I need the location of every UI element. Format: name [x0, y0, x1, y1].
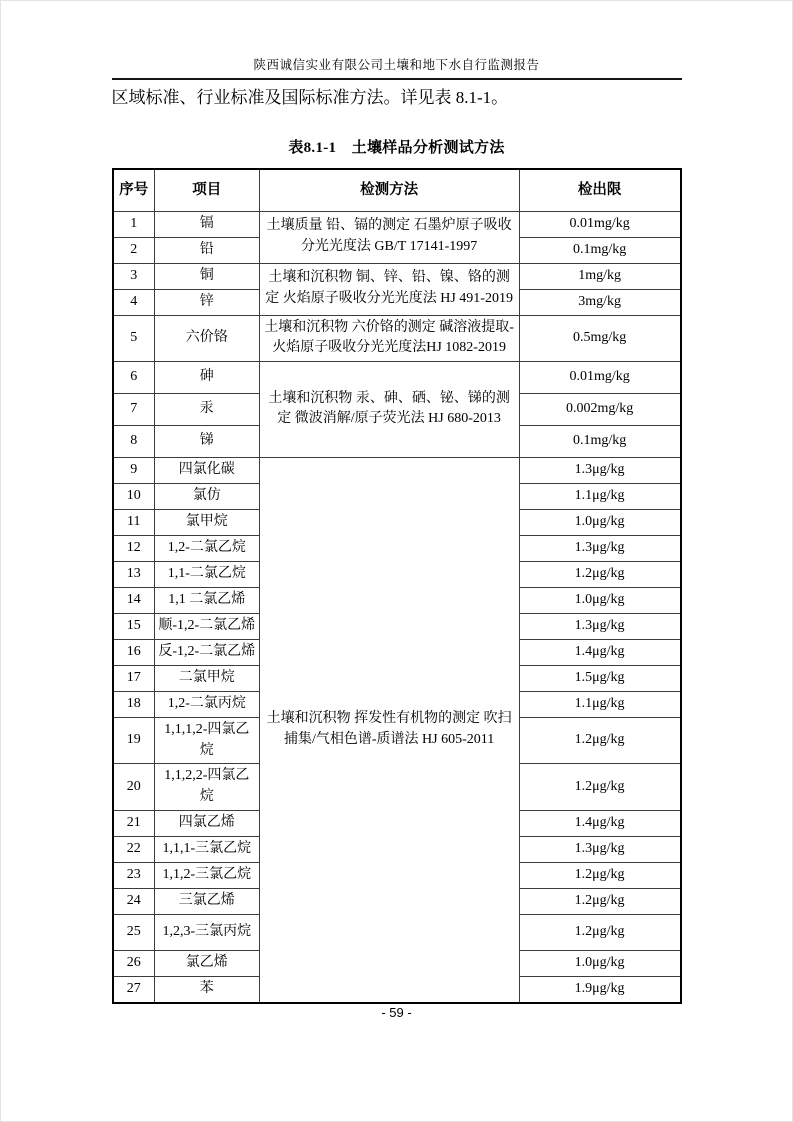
- table-row: [113, 361, 681, 393]
- row-number-cell: 27: [113, 976, 155, 1002]
- item-cell: 四氯化碳: [155, 457, 260, 483]
- row-number-cell: 12: [113, 535, 155, 561]
- limit-cell: 1.2μg/kg: [519, 561, 680, 587]
- table-header-row: [113, 169, 681, 211]
- method-cell: 土壤质量 铅、镉的测定 石墨炉原子吸收分光光度法 GB/T 17141-1997: [259, 211, 519, 263]
- row-number-cell: 25: [113, 914, 155, 950]
- row-number-cell: 15: [113, 613, 155, 639]
- item-cell: 1,2,3-三氯丙烷: [155, 914, 260, 950]
- limit-cell: 1.3μg/kg: [519, 613, 680, 639]
- item-cell: 汞: [155, 393, 260, 425]
- row-number-cell: 10: [113, 483, 155, 509]
- limit-cell: 0.1mg/kg: [519, 237, 680, 263]
- item-cell: 1,1,2,2-四氯乙烷: [155, 764, 260, 810]
- table-row: [113, 457, 681, 483]
- method-cell: 土壤和沉积物 铜、锌、铅、镍、铬的测定 火焰原子吸收分光光度法 HJ 491-2019: [259, 263, 519, 315]
- limit-cell: 1.9μg/kg: [519, 976, 680, 1002]
- limit-cell: 1.0μg/kg: [519, 587, 680, 613]
- column-header-seq: 序号: [113, 169, 155, 211]
- column-header-method: 检测方法: [259, 169, 519, 211]
- table-row: [113, 211, 681, 237]
- limit-cell: 1.3μg/kg: [519, 535, 680, 561]
- limit-cell: 1.1μg/kg: [519, 483, 680, 509]
- item-cell: 锑: [155, 425, 260, 457]
- column-header-item: 项目: [155, 169, 260, 211]
- row-number-cell: 26: [113, 950, 155, 976]
- item-cell: 1,1,1-三氯乙烷: [155, 836, 260, 862]
- row-number-cell: 14: [113, 587, 155, 613]
- item-cell: 铅: [155, 237, 260, 263]
- page-content: [112, 85, 682, 1004]
- limit-cell: 1.2μg/kg: [519, 888, 680, 914]
- soil-analysis-methods-table: [112, 168, 682, 1004]
- table-row: [113, 315, 681, 361]
- method-cell: 土壤和沉积物 挥发性有机物的测定 吹扫捕集/气相色谱-质谱法 HJ 605-2011: [259, 457, 519, 1002]
- item-cell: 1,1,2-三氯乙烷: [155, 862, 260, 888]
- method-cell: 土壤和沉积物 六价铬的测定 碱溶液提取-火焰原子吸收分光光度法HJ 1082-2019: [259, 315, 519, 361]
- limit-cell: 0.1mg/kg: [519, 425, 680, 457]
- item-cell: 氯仿: [155, 483, 260, 509]
- page-number: - 59 -: [381, 1005, 412, 1020]
- row-number-cell: 21: [113, 810, 155, 836]
- limit-cell: 1.0μg/kg: [519, 950, 680, 976]
- item-cell: 反-1,2-二氯乙烯: [155, 639, 260, 665]
- header-rule: [112, 78, 682, 80]
- report-header-title: 陕西诚信实业有限公司土壤和地下水自行监测报告: [253, 58, 540, 72]
- limit-cell: 1.0μg/kg: [519, 509, 680, 535]
- limit-cell: 0.5mg/kg: [519, 315, 680, 361]
- row-number-cell: 4: [113, 289, 155, 315]
- row-number-cell: 18: [113, 691, 155, 717]
- item-cell: 六价铬: [155, 315, 260, 361]
- limit-cell: 1.3μg/kg: [519, 457, 680, 483]
- item-cell: 苯: [155, 976, 260, 1002]
- row-number-cell: 2: [113, 237, 155, 263]
- row-number-cell: 5: [113, 315, 155, 361]
- limit-cell: 1.5μg/kg: [519, 665, 680, 691]
- column-header-limit: 检出限: [519, 169, 680, 211]
- row-number-cell: 17: [113, 665, 155, 691]
- limit-cell: 0.01mg/kg: [519, 211, 680, 237]
- limit-cell: 1.2μg/kg: [519, 914, 680, 950]
- method-cell: 土壤和沉积物 汞、砷、硒、铋、锑的测定 微波消解/原子荧光法 HJ 680-2013: [259, 361, 519, 457]
- item-cell: 四氯乙烯: [155, 810, 260, 836]
- row-number-cell: 13: [113, 561, 155, 587]
- item-cell: 1,2-二氯乙烷: [155, 535, 260, 561]
- row-number-cell: 11: [113, 509, 155, 535]
- row-number-cell: 16: [113, 639, 155, 665]
- limit-cell: 1.4μg/kg: [519, 639, 680, 665]
- limit-cell: 1mg/kg: [519, 263, 680, 289]
- row-number-cell: 22: [113, 836, 155, 862]
- item-cell: 锌: [155, 289, 260, 315]
- limit-cell: 1.2μg/kg: [519, 862, 680, 888]
- row-number-cell: 20: [113, 764, 155, 810]
- item-cell: 1,1 二氯乙烯: [155, 587, 260, 613]
- limit-cell: 3mg/kg: [519, 289, 680, 315]
- limit-cell: 1.2μg/kg: [519, 764, 680, 810]
- running-header: [1, 1, 792, 73]
- item-cell: 铜: [155, 263, 260, 289]
- row-number-cell: 23: [113, 862, 155, 888]
- item-cell: 1,1,1,2-四氯乙烷: [155, 717, 260, 763]
- limit-cell: 1.3μg/kg: [519, 836, 680, 862]
- item-cell: 顺-1,2-二氯乙烯: [155, 613, 260, 639]
- limit-cell: 1.1μg/kg: [519, 691, 680, 717]
- table-title: 表8.1-1 土壤样品分析测试方法: [288, 140, 505, 156]
- row-number-cell: 24: [113, 888, 155, 914]
- item-cell: 三氯乙烯: [155, 888, 260, 914]
- row-number-cell: 6: [113, 361, 155, 393]
- limit-cell: 0.002mg/kg: [519, 393, 680, 425]
- row-number-cell: 8: [113, 425, 155, 457]
- item-cell: 1,1-二氯乙烷: [155, 561, 260, 587]
- limit-cell: 0.01mg/kg: [519, 361, 680, 393]
- item-cell: 砷: [155, 361, 260, 393]
- limit-cell: 1.4μg/kg: [519, 810, 680, 836]
- item-cell: 氯乙烯: [155, 950, 260, 976]
- row-number-cell: 3: [113, 263, 155, 289]
- row-number-cell: 1: [113, 211, 155, 237]
- row-number-cell: 7: [113, 393, 155, 425]
- row-number-cell: 9: [113, 457, 155, 483]
- item-cell: 氯甲烷: [155, 509, 260, 535]
- item-cell: 1,2-二氯丙烷: [155, 691, 260, 717]
- intro-paragraph: 区域标准、行业标准及国际标准方法。详见表 8.1-1。: [111, 88, 509, 107]
- table-row: [113, 263, 681, 289]
- limit-cell: 1.2μg/kg: [519, 717, 680, 763]
- item-cell: 镉: [155, 211, 260, 237]
- row-number-cell: 19: [113, 717, 155, 763]
- item-cell: 二氯甲烷: [155, 665, 260, 691]
